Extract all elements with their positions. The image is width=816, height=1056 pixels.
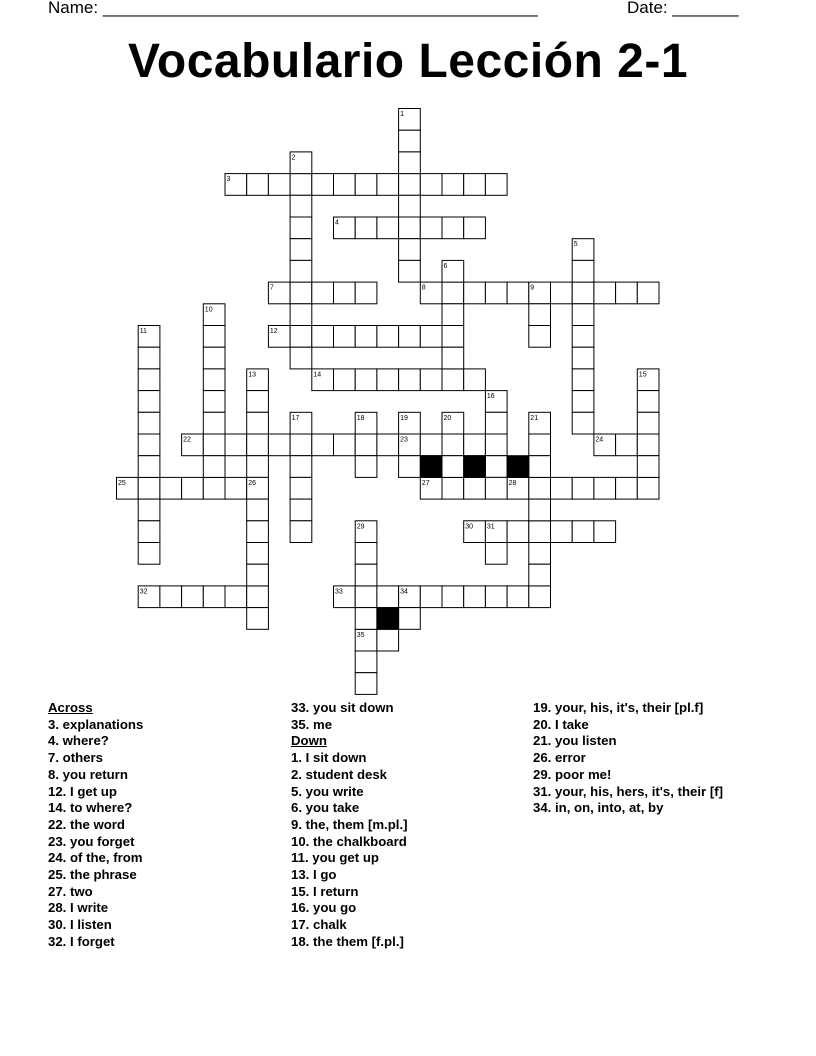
clue-number: 15 <box>638 371 647 379</box>
answer-cell[interactable] <box>268 174 290 196</box>
answer-cell[interactable] <box>529 456 551 478</box>
answer-cell[interactable] <box>529 499 551 521</box>
answer-cell[interactable] <box>290 304 312 326</box>
answer-cell[interactable] <box>290 239 312 261</box>
clue-number: 35 <box>356 631 365 639</box>
clue-item: 13. I go <box>291 867 337 883</box>
answer-cell[interactable] <box>507 586 529 608</box>
answer-cell[interactable] <box>334 434 356 456</box>
answer-cell[interactable] <box>572 477 594 499</box>
answer-cell[interactable] <box>290 174 312 196</box>
answer-cell[interactable] <box>529 543 551 565</box>
clues-column-1 <box>48 700 143 951</box>
clue-item: 27. two <box>48 883 93 899</box>
clue-number: 24 <box>595 436 604 444</box>
answer-cell[interactable] <box>377 326 399 348</box>
answer-cell[interactable] <box>464 434 486 456</box>
answer-cell[interactable] <box>355 326 377 348</box>
answer-cell[interactable] <box>203 412 225 434</box>
clues-column-2 <box>291 700 408 951</box>
clue-item: 18. the them [f.pl.] <box>291 933 404 949</box>
answer-cell[interactable] <box>225 434 247 456</box>
clue-item: 9. the, them [m.pl.] <box>291 816 408 832</box>
answer-cell[interactable] <box>355 651 377 673</box>
answer-cell[interactable] <box>138 369 160 391</box>
answer-cell[interactable] <box>377 369 399 391</box>
clue-item: 6. you take <box>291 800 360 816</box>
clue-item: 23. you forget <box>48 833 135 849</box>
answer-cell[interactable] <box>442 586 464 608</box>
answer-cell[interactable] <box>203 347 225 369</box>
clue-item: 25. the phrase <box>48 867 137 883</box>
answer-cell[interactable] <box>529 586 551 608</box>
clue-number: 5 <box>573 241 578 249</box>
answer-cell[interactable] <box>138 434 160 456</box>
answer-cell[interactable] <box>160 586 182 608</box>
answer-cell[interactable] <box>247 391 269 413</box>
answer-cell[interactable] <box>290 521 312 543</box>
clue-number: 34 <box>400 588 408 596</box>
answer-cell[interactable] <box>529 434 551 456</box>
answer-cell[interactable] <box>312 282 334 304</box>
answer-cell[interactable] <box>290 326 312 348</box>
clue-number: 33 <box>335 588 343 596</box>
answer-cell[interactable] <box>420 174 442 196</box>
name-blank[interactable]: ______________________________________________ <box>102 0 538 17</box>
answer-cell[interactable] <box>138 391 160 413</box>
answer-cell[interactable] <box>247 499 269 521</box>
answer-cell[interactable] <box>138 456 160 478</box>
answer-cell[interactable] <box>485 543 507 565</box>
clue-item: 17. chalk <box>291 917 347 933</box>
answer-cell[interactable] <box>290 456 312 478</box>
clue-number: 26 <box>248 479 256 487</box>
answer-cell[interactable] <box>334 282 356 304</box>
answer-cell[interactable] <box>572 521 594 543</box>
answer-cell[interactable] <box>529 564 551 586</box>
answer-cell[interactable] <box>247 608 269 630</box>
across-clue-list <box>48 717 143 951</box>
answer-cell[interactable] <box>572 347 594 369</box>
answer-cell[interactable] <box>485 174 507 196</box>
clue-item: 20. I take <box>533 716 589 732</box>
answer-cell[interactable] <box>355 217 377 239</box>
black-square <box>420 456 442 478</box>
clue-item: 21. you listen <box>533 733 617 749</box>
down-heading: Down <box>291 733 327 749</box>
answer-cell[interactable] <box>464 282 486 304</box>
across-heading: Across <box>48 700 93 715</box>
clue-number: 27 <box>421 479 430 487</box>
clue-number: 25 <box>118 479 126 487</box>
answer-cell[interactable] <box>399 195 421 217</box>
answer-cell[interactable] <box>464 369 486 391</box>
clue-item: 14. to where? <box>48 800 133 816</box>
clue-number: 23 <box>400 436 408 444</box>
answer-cell[interactable] <box>203 391 225 413</box>
answer-cell[interactable] <box>377 629 399 651</box>
answer-cell[interactable] <box>594 521 616 543</box>
answer-cell[interactable] <box>138 543 160 565</box>
answer-cell[interactable] <box>572 326 594 348</box>
clue-item: 3. explanations <box>48 716 144 732</box>
answer-cell[interactable] <box>507 521 529 543</box>
answer-cell[interactable] <box>637 412 659 434</box>
across-clue-list-continued <box>291 700 408 733</box>
black-square <box>507 456 529 478</box>
answer-cell[interactable] <box>355 586 377 608</box>
clue-item: 33. you sit down <box>291 700 394 715</box>
answer-cell[interactable] <box>355 543 377 565</box>
answer-cell[interactable] <box>334 369 356 391</box>
answer-cell[interactable] <box>464 217 486 239</box>
clue-item: 22. the word <box>48 816 125 832</box>
answer-cell[interactable] <box>464 477 486 499</box>
answer-cell[interactable] <box>247 456 269 478</box>
clue-number: 12 <box>269 328 278 335</box>
answer-cell[interactable] <box>572 260 594 282</box>
answer-cell[interactable] <box>399 369 421 391</box>
answer-cell[interactable] <box>290 477 312 499</box>
answer-cell[interactable] <box>247 543 269 565</box>
answer-cell[interactable] <box>138 521 160 543</box>
clues-column-3 <box>533 700 758 817</box>
clue-number: 11 <box>139 328 147 335</box>
answer-cell[interactable] <box>442 282 464 304</box>
answer-cell[interactable] <box>290 499 312 521</box>
clue-item: 10. the chalkboard <box>291 833 407 849</box>
answer-cell[interactable] <box>138 477 160 499</box>
down-clue-list <box>291 750 408 950</box>
answer-cell[interactable] <box>247 412 269 434</box>
answer-cell[interactable] <box>485 282 507 304</box>
clue-item: 30. I listen <box>48 917 112 933</box>
answer-cell[interactable] <box>442 434 464 456</box>
answer-cell[interactable] <box>616 477 638 499</box>
answer-cell[interactable] <box>377 174 399 196</box>
answer-cell[interactable] <box>355 673 377 695</box>
answer-cell[interactable] <box>399 260 421 282</box>
answer-cell[interactable] <box>290 260 312 282</box>
answer-cell[interactable] <box>399 174 421 196</box>
clue-item: 15. I return <box>291 883 359 899</box>
clue-item: 2. student desk <box>291 766 388 782</box>
clue-item: 24. of the, from <box>48 850 143 866</box>
clue-item: 4. where? <box>48 733 109 749</box>
clue-number: 6 <box>443 262 448 270</box>
down-clue-list-continued <box>533 700 758 817</box>
answer-cell[interactable] <box>312 326 334 348</box>
answer-cell[interactable] <box>355 434 377 456</box>
clue-number: 8 <box>421 284 426 292</box>
clue-item: 1. I sit down <box>291 750 367 766</box>
answer-cell[interactable] <box>247 434 269 456</box>
answer-cell[interactable] <box>160 477 182 499</box>
answer-cell[interactable] <box>377 586 399 608</box>
answer-cell[interactable] <box>616 282 638 304</box>
answer-cell[interactable] <box>529 477 551 499</box>
answer-cell[interactable] <box>420 586 442 608</box>
answer-cell[interactable] <box>485 434 507 456</box>
answer-cell[interactable] <box>247 586 269 608</box>
answer-cell[interactable] <box>312 434 334 456</box>
answer-cell[interactable] <box>182 477 204 499</box>
clue-number: 19 <box>400 414 408 422</box>
answer-cell[interactable] <box>529 326 551 348</box>
clue-item: 7. others <box>48 750 103 766</box>
answer-cell[interactable] <box>203 326 225 348</box>
answer-cell[interactable] <box>334 174 356 196</box>
answer-cell[interactable] <box>247 521 269 543</box>
answer-cell[interactable] <box>594 282 616 304</box>
clue-number: 22 <box>183 436 191 444</box>
answer-cell[interactable] <box>247 174 269 196</box>
answer-cell[interactable] <box>572 282 594 304</box>
date-label: Date: <box>627 0 668 17</box>
answer-cell[interactable] <box>485 477 507 499</box>
clue-number: 16 <box>486 393 495 401</box>
answer-cell[interactable] <box>334 326 356 348</box>
answer-cell[interactable] <box>138 499 160 521</box>
answer-cell[interactable] <box>464 586 486 608</box>
answer-cell[interactable] <box>637 282 659 304</box>
answer-cell[interactable] <box>225 477 247 499</box>
clue-number: 13 <box>248 371 256 379</box>
answer-cell[interactable] <box>551 521 573 543</box>
answer-cell[interactable] <box>377 434 399 456</box>
answer-cell[interactable] <box>355 608 377 630</box>
clue-number: 1 <box>400 111 405 118</box>
answer-cell[interactable] <box>355 282 377 304</box>
answer-cell[interactable] <box>507 282 529 304</box>
answer-cell[interactable] <box>203 586 225 608</box>
answer-cell[interactable] <box>399 130 421 152</box>
answer-cell[interactable] <box>399 152 421 174</box>
answer-cell[interactable] <box>420 326 442 348</box>
answer-cell[interactable] <box>442 174 464 196</box>
answer-cell[interactable] <box>637 456 659 478</box>
answer-cell[interactable] <box>225 586 247 608</box>
answer-cell[interactable] <box>247 564 269 586</box>
clue-item: 11. you get up <box>291 850 379 866</box>
clue-item: 5. you write <box>291 783 364 799</box>
clue-item: 19. your, his, it's, their [pl.f] <box>533 700 704 715</box>
answer-cell[interactable] <box>572 391 594 413</box>
answer-cell[interactable] <box>399 456 421 478</box>
answer-cell[interactable] <box>572 412 594 434</box>
answer-cell[interactable] <box>203 456 225 478</box>
answer-cell[interactable] <box>637 391 659 413</box>
answer-cell[interactable] <box>616 434 638 456</box>
clue-item: 8. you return <box>48 766 128 782</box>
answer-cell[interactable] <box>355 174 377 196</box>
answer-cell[interactable] <box>551 282 573 304</box>
answer-cell[interactable] <box>290 347 312 369</box>
answer-cell[interactable] <box>485 412 507 434</box>
answer-cell[interactable] <box>529 521 551 543</box>
clue-number: 29 <box>356 523 365 531</box>
clue-item: 31. your, his, hers, it's, their [f] <box>533 783 724 799</box>
clue-item: 16. you go <box>291 900 357 916</box>
answer-cell[interactable] <box>442 217 464 239</box>
answer-cell[interactable] <box>442 477 464 499</box>
answer-cell[interactable] <box>138 412 160 434</box>
clue-item: 29. poor me! <box>533 766 612 782</box>
name-label: Name: <box>48 0 99 17</box>
answer-cell[interactable] <box>312 174 334 196</box>
clue-item: 26. error <box>533 750 586 766</box>
black-square <box>464 456 486 478</box>
answer-cell[interactable] <box>203 477 225 499</box>
answer-cell[interactable] <box>399 217 421 239</box>
black-square <box>377 608 399 630</box>
answer-cell[interactable] <box>594 477 616 499</box>
clue-number: 18 <box>356 414 365 422</box>
answer-cell[interactable] <box>637 477 659 499</box>
answer-cell[interactable] <box>529 304 551 326</box>
answer-cell[interactable] <box>290 217 312 239</box>
clue-number: 9 <box>530 284 535 292</box>
answer-cell[interactable] <box>182 586 204 608</box>
clue-number: 30 <box>465 523 473 531</box>
clue-number: 32 <box>139 588 148 596</box>
answer-cell[interactable] <box>442 369 464 391</box>
clue-item: 35. me <box>291 716 333 732</box>
date-blank[interactable]: _______ <box>672 0 739 17</box>
answer-cell[interactable] <box>138 347 160 369</box>
answer-cell[interactable] <box>442 304 464 326</box>
answer-cell[interactable] <box>420 434 442 456</box>
answer-cell[interactable] <box>377 217 399 239</box>
answer-cell[interactable] <box>485 456 507 478</box>
answer-cell[interactable] <box>203 434 225 456</box>
clue-number: 28 <box>508 479 517 487</box>
clue-number: 7 <box>269 284 274 292</box>
answer-cell[interactable] <box>355 456 377 478</box>
answer-cell[interactable] <box>551 477 573 499</box>
answer-cell[interactable] <box>442 347 464 369</box>
answer-cell[interactable] <box>268 434 290 456</box>
answer-cell[interactable] <box>290 434 312 456</box>
clue-number: 17 <box>291 414 300 422</box>
answer-cell[interactable] <box>637 434 659 456</box>
clue-number: 3 <box>226 176 231 184</box>
clue-number: 21 <box>530 414 539 422</box>
answer-cell[interactable] <box>572 304 594 326</box>
answer-cell[interactable] <box>420 369 442 391</box>
answer-cell[interactable] <box>399 326 421 348</box>
answer-cell[interactable] <box>290 282 312 304</box>
clue-number: 14 <box>313 371 322 379</box>
page-title: Vocabulario Lección 2-1 <box>127 35 689 88</box>
clue-number: 20 <box>443 414 452 422</box>
answer-cell[interactable] <box>464 174 486 196</box>
clue-item: 34. in, on, into, at, by <box>533 800 664 816</box>
answer-cell[interactable] <box>355 369 377 391</box>
clue-number: 2 <box>291 154 296 162</box>
clue-item: 12. I get up <box>48 783 117 799</box>
answer-cell[interactable] <box>203 369 225 391</box>
answer-cell[interactable] <box>442 326 464 348</box>
answer-cell[interactable] <box>399 239 421 261</box>
answer-cell[interactable] <box>442 456 464 478</box>
answer-cell[interactable] <box>420 217 442 239</box>
answer-cell[interactable] <box>399 608 421 630</box>
answer-cell[interactable] <box>290 195 312 217</box>
clue-number: 10 <box>204 306 213 314</box>
clue-number: 4 <box>335 219 339 227</box>
clue-item: 28. I write <box>48 900 109 916</box>
answer-cell[interactable] <box>485 586 507 608</box>
clue-item: 32. I forget <box>48 933 115 949</box>
answer-cell[interactable] <box>355 564 377 586</box>
clue-number: 31 <box>486 523 495 531</box>
answer-cell[interactable] <box>572 369 594 391</box>
